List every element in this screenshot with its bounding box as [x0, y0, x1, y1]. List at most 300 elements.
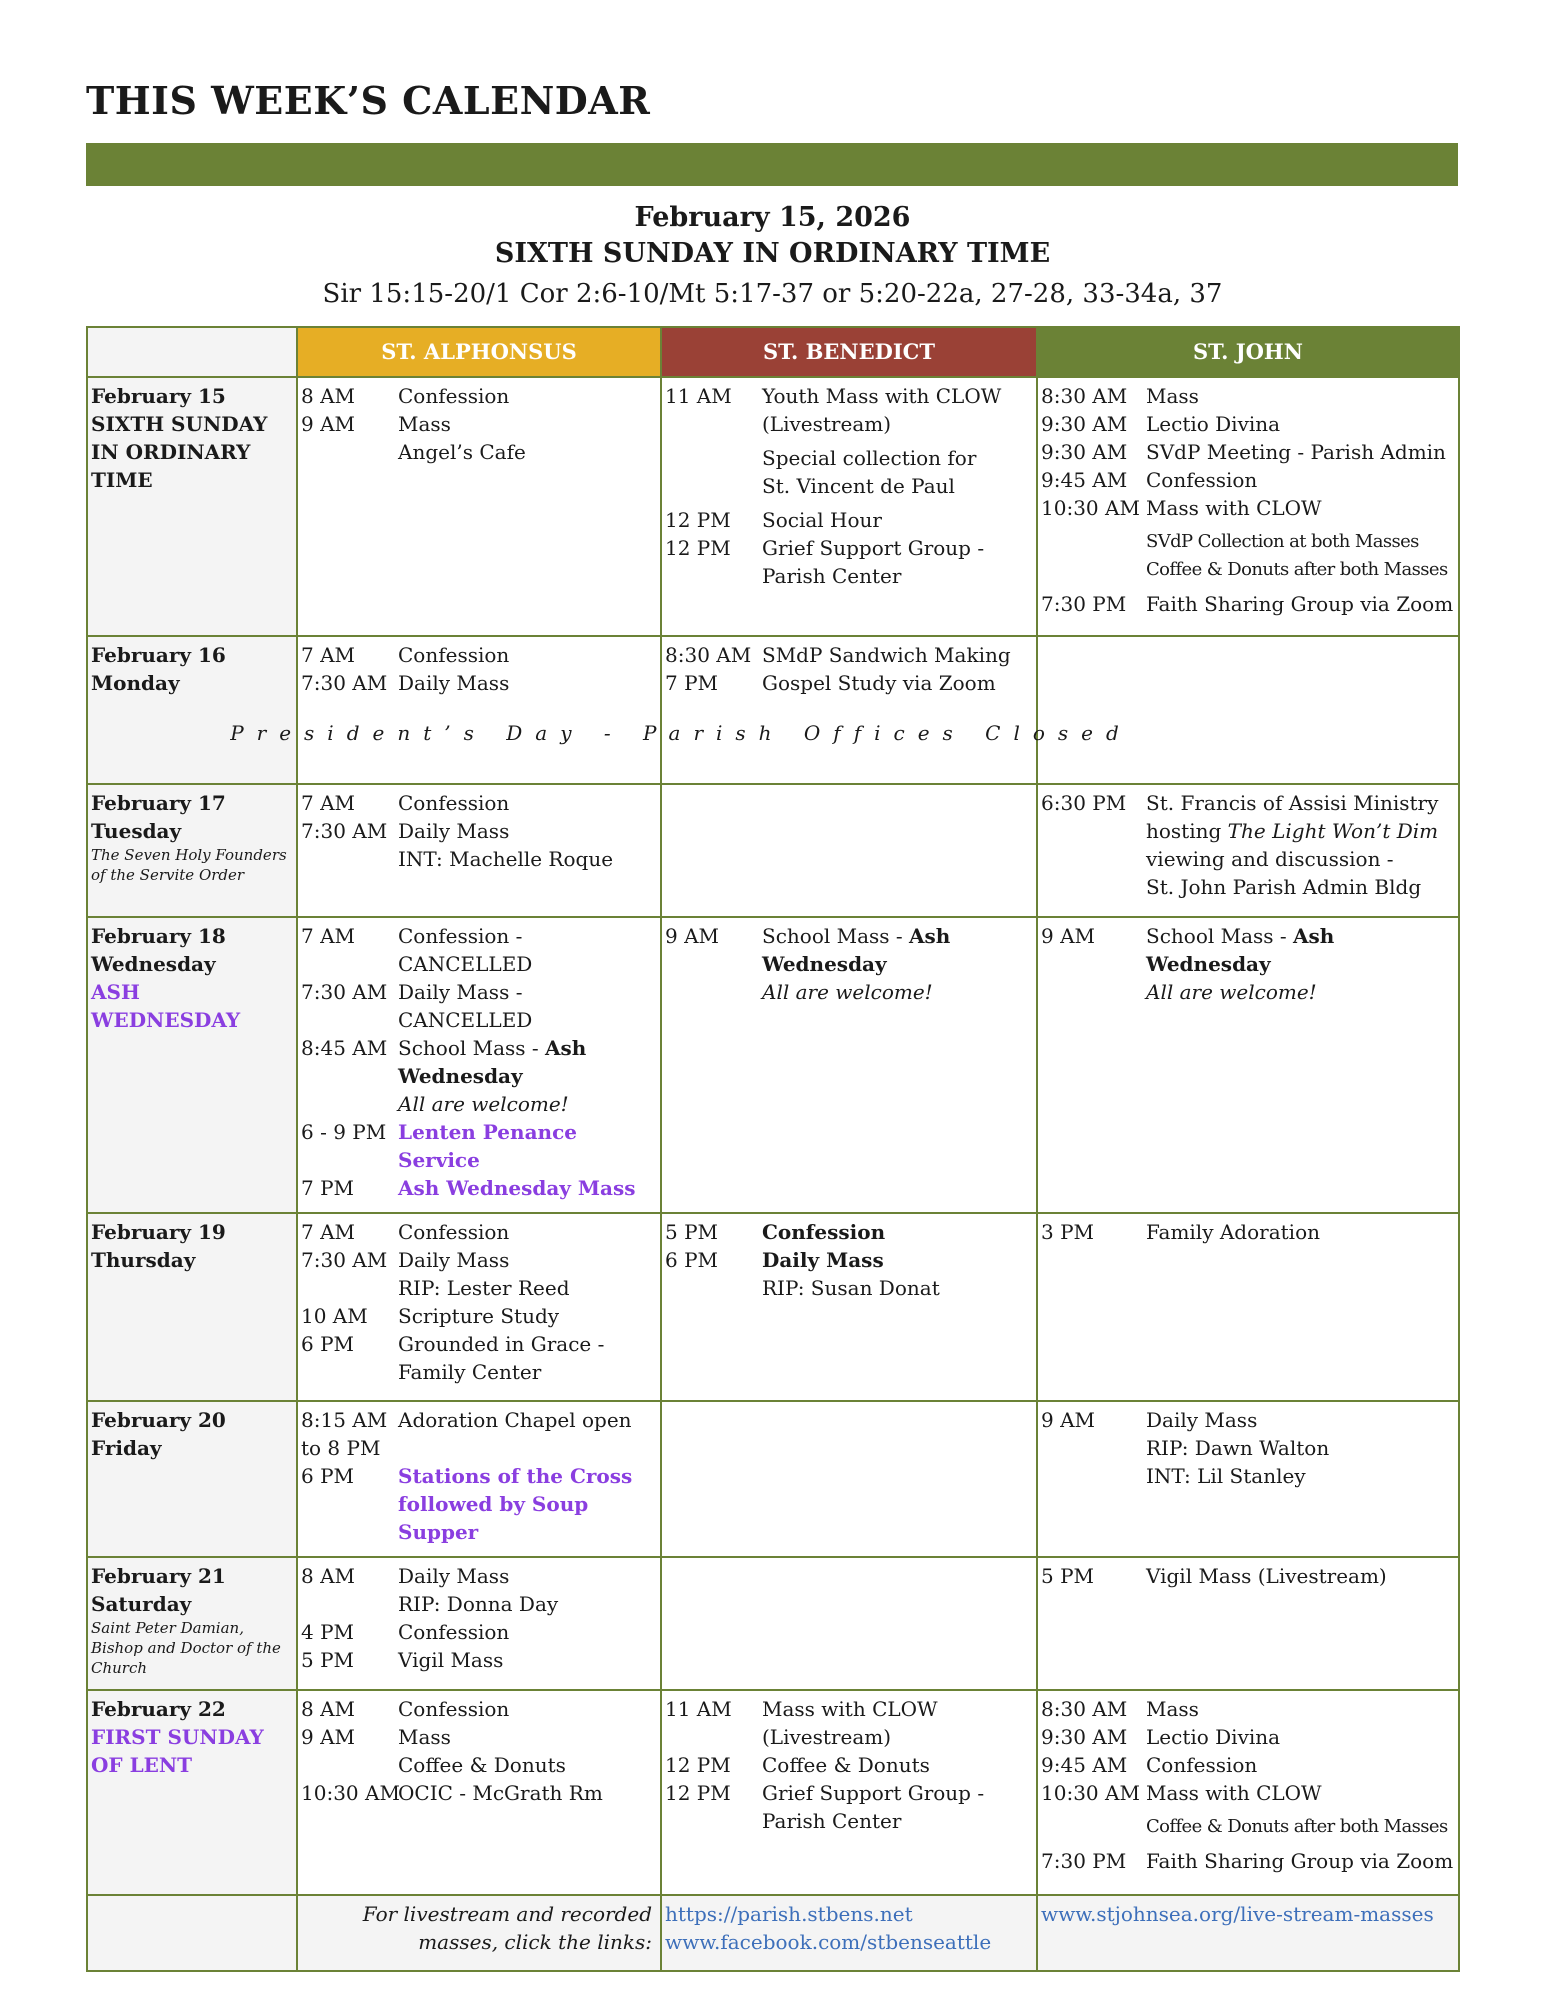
- day-row: [87, 636, 1459, 784]
- event-desc: Gospel Study via Zoom: [762, 671, 996, 695]
- event: [301, 1246, 658, 1274]
- event-desc: RIP: Susan Donat: [762, 1276, 940, 1300]
- column-header-row: [87, 327, 1459, 377]
- event-desc: CANCELLED: [398, 952, 533, 976]
- event-desc: OCIC - McGrath Rm: [398, 1781, 603, 1805]
- day-name: Saturday: [91, 1592, 192, 1616]
- event-desc: Daily Mass: [1146, 1408, 1258, 1432]
- event: [1041, 528, 1456, 556]
- event-time: 11 AM: [665, 384, 732, 408]
- event: [301, 1779, 658, 1807]
- event-desc: Lectio Divina: [1146, 412, 1281, 436]
- john-cell: [1037, 1213, 1459, 1401]
- event-time: 9 AM: [301, 412, 356, 436]
- event-desc: Coffee & Donuts: [398, 1753, 566, 1777]
- event-time: 7:30 AM: [301, 671, 388, 695]
- event: [301, 1118, 658, 1174]
- event: [665, 1807, 1034, 1835]
- event: [301, 1695, 658, 1723]
- event: [1041, 1406, 1456, 1434]
- event: [301, 641, 658, 669]
- event: [1041, 845, 1456, 873]
- event-time: 9 AM: [665, 924, 720, 948]
- event-desc: Daily Mass: [398, 819, 510, 843]
- event-time: to 8 PM: [301, 1436, 381, 1460]
- event-desc: Confession -: [398, 924, 523, 948]
- header-divider-bar: [86, 143, 1458, 186]
- event-desc: Wednesday: [398, 1064, 523, 1088]
- event: [301, 1723, 658, 1751]
- event: [301, 1302, 658, 1330]
- john-cell: [1037, 1690, 1459, 1895]
- event-desc-text: hosting: [1146, 819, 1222, 843]
- event: [301, 669, 658, 697]
- day-cell: [87, 636, 297, 784]
- day-name: Thursday: [91, 1248, 196, 1272]
- event-desc: Mass: [398, 1725, 451, 1749]
- event-time: 7:30 PM: [1041, 592, 1127, 616]
- john-cell: [1037, 1557, 1459, 1690]
- event-time: 10:30 AM: [301, 1781, 400, 1805]
- event: [301, 1330, 658, 1358]
- event-desc: Mass: [1146, 1697, 1199, 1721]
- calendar-table: [86, 326, 1460, 1972]
- event: [1041, 978, 1456, 1006]
- event: [301, 1590, 658, 1618]
- event-time: 7 PM: [301, 1176, 355, 1200]
- event: [301, 1034, 658, 1062]
- event-time: 9 AM: [301, 1725, 356, 1749]
- film-title: The Light Won’t Dim: [1227, 819, 1439, 843]
- event-desc: Mass with CLOW: [1146, 496, 1322, 520]
- event-desc: Daily Mass: [398, 1564, 510, 1588]
- event: [301, 382, 658, 410]
- event-time: 9:45 AM: [1041, 468, 1128, 492]
- event-time: 12 PM: [665, 1781, 731, 1805]
- event-desc: Wednesday: [762, 952, 887, 976]
- event-desc: SMdP Sandwich Making: [762, 643, 1011, 667]
- event-desc: Grounded in Grace -: [398, 1332, 605, 1356]
- event-desc: RIP: Dawn Walton: [1146, 1436, 1330, 1460]
- event: [665, 1723, 1034, 1751]
- event: [665, 472, 1034, 500]
- event: [1041, 382, 1456, 410]
- event-desc: Angel’s Cafe: [398, 440, 526, 464]
- event-desc-bold: Ash: [545, 1036, 587, 1060]
- event: [665, 562, 1034, 590]
- footer-blank-cell: [87, 1895, 297, 1971]
- event: [665, 950, 1034, 978]
- event: [1041, 410, 1456, 438]
- event-desc: Social Hour: [762, 508, 882, 532]
- alphonsus-cell: [297, 1690, 661, 1895]
- day-row: [87, 1690, 1459, 1895]
- event: [665, 978, 1034, 1006]
- event-note: All are welcome!: [762, 980, 933, 1004]
- day-date: February 17: [91, 791, 226, 815]
- event: [301, 789, 658, 817]
- event-desc: Stations of the Cross: [398, 1464, 633, 1488]
- day-row: [87, 377, 1459, 636]
- day-date: February 16: [91, 643, 226, 667]
- special-day-label: FIRST SUNDAY OF LENT: [91, 1725, 264, 1777]
- calendar-date: February 15, 2026: [634, 202, 911, 233]
- event-desc: Adoration Chapel open: [398, 1408, 632, 1432]
- event: [1041, 1218, 1456, 1246]
- event-time: 5 PM: [1041, 1564, 1095, 1588]
- event-time: 8:30 AM: [1041, 1697, 1128, 1721]
- footer-benedict-cell: [661, 1895, 1037, 1971]
- event-desc: Daily Mass: [398, 671, 510, 695]
- event-desc: Daily Mass: [762, 1248, 884, 1272]
- day-row: [87, 1401, 1459, 1557]
- alphonsus-cell: [297, 917, 661, 1213]
- footer-note-cell: [297, 1895, 661, 1971]
- stjohn-livestream-link[interactable]: www.stjohnsea.org/live-stream-masses: [1041, 1902, 1434, 1926]
- event-time: 8:30 AM: [665, 643, 752, 667]
- event-time: 9:30 AM: [1041, 1725, 1128, 1749]
- event: [1041, 1847, 1456, 1875]
- event-time: 8:45 AM: [301, 1036, 388, 1060]
- day-cell: [87, 1690, 297, 1895]
- event-desc: Grief Support Group -: [762, 1781, 985, 1805]
- event-time: 7:30 AM: [301, 980, 388, 1004]
- event: [301, 438, 658, 466]
- event-desc: viewing and discussion -: [1146, 847, 1394, 871]
- event: [301, 817, 658, 845]
- day-cell: [87, 784, 297, 917]
- event: [301, 922, 658, 950]
- event: [665, 1695, 1034, 1723]
- event-time: 9:45 AM: [1041, 1753, 1128, 1777]
- event-desc: Confession: [398, 791, 510, 815]
- event: [1041, 590, 1456, 618]
- event: [1041, 1723, 1456, 1751]
- event-desc: followed by Soup Supper: [398, 1492, 589, 1544]
- stbens-facebook-link[interactable]: www.facebook.com/stbenseattle: [665, 1930, 992, 1954]
- feast-name: Saint Peter Damian, Bishop and Doctor of the Church: [91, 1619, 281, 1677]
- event-desc: Scripture Study: [398, 1304, 560, 1328]
- event-time: 6 PM: [301, 1464, 355, 1488]
- event: [301, 978, 658, 1006]
- event-desc-bold: Ash: [909, 924, 951, 948]
- event-desc: Mass with CLOW: [1146, 1781, 1322, 1805]
- event-time: 4 PM: [301, 1620, 355, 1644]
- benedict-cell: [661, 636, 1037, 784]
- benedict-cell: [661, 1690, 1037, 1895]
- alphonsus-cell: [297, 1401, 661, 1557]
- event: [301, 1434, 658, 1462]
- event-desc: Confession: [398, 1220, 510, 1244]
- column-header-alphonsus: ST. ALPHONSUS: [297, 327, 661, 377]
- event: [665, 1779, 1034, 1807]
- liturgical-title: SIXTH SUNDAY IN ORDINARY TIME: [494, 238, 1051, 269]
- event: [301, 1490, 658, 1546]
- event-desc: St. Francis of Assisi Ministry: [1146, 791, 1439, 815]
- john-cell: [1037, 636, 1459, 784]
- event-desc-text: School Mass -: [398, 1036, 546, 1060]
- event-time: 6 PM: [301, 1332, 355, 1356]
- event-time: 7 AM: [301, 1220, 356, 1244]
- event-time: 7:30 AM: [301, 1248, 388, 1272]
- event: [665, 669, 1034, 697]
- event: [1041, 1779, 1456, 1807]
- event-time: 10 AM: [301, 1304, 368, 1328]
- event-desc: [1146, 922, 1456, 950]
- event-desc: RIP: Donna Day: [398, 1592, 559, 1616]
- event-desc-bold: Ash: [1293, 924, 1335, 948]
- event-desc: Vigil Mass (Livestream): [1146, 1564, 1387, 1588]
- event-time: 9 AM: [1041, 924, 1096, 948]
- day-row: [87, 1557, 1459, 1690]
- event-time: 12 PM: [665, 1753, 731, 1777]
- event-time: 8 AM: [301, 1697, 356, 1721]
- alphonsus-cell: [297, 377, 661, 636]
- event: [1041, 438, 1456, 466]
- day-name: Monday: [91, 671, 180, 695]
- event: [1041, 1695, 1456, 1723]
- alphonsus-cell: [297, 784, 661, 917]
- event-desc: Family Center: [398, 1360, 542, 1384]
- day-date: February 15: [91, 384, 226, 408]
- event: [1041, 873, 1456, 901]
- event-desc: Daily Mass -: [398, 980, 523, 1004]
- event-note: All are welcome!: [1146, 980, 1317, 1004]
- event-desc: Parish Center: [762, 564, 902, 588]
- event: [301, 1462, 658, 1490]
- column-header-benedict: ST. BENEDICT: [661, 327, 1037, 377]
- event-time: 7 AM: [301, 643, 356, 667]
- event-desc: Family Adoration: [1146, 1220, 1320, 1244]
- event: [301, 1062, 658, 1090]
- event-time: 5 PM: [301, 1648, 355, 1672]
- event-desc: Mass: [1146, 384, 1199, 408]
- event-desc: Confession: [1146, 468, 1258, 492]
- event-desc: St. John Parish Admin Bldg: [1146, 875, 1422, 899]
- event-desc: Confession: [762, 1220, 886, 1244]
- day-name: Friday: [91, 1436, 162, 1460]
- event: [665, 534, 1034, 562]
- event-desc: [762, 922, 1034, 950]
- john-cell: [1037, 377, 1459, 636]
- event-time: 6 - 9 PM: [301, 1120, 387, 1144]
- event-desc: Faith Sharing Group via Zoom: [1146, 592, 1454, 616]
- benedict-cell: [661, 784, 1037, 917]
- event-time: 12 PM: [665, 508, 731, 532]
- column-header-john: ST. JOHN: [1037, 327, 1459, 377]
- event-desc: Lectio Divina: [1146, 1725, 1281, 1749]
- event-note: All are welcome!: [398, 1092, 569, 1116]
- event-desc: (Livestream): [762, 412, 892, 436]
- event-desc: Mass: [398, 412, 451, 436]
- event-time: 10:30 AM: [1041, 496, 1140, 520]
- event: [1041, 1813, 1456, 1841]
- day-date: February 18: [91, 924, 226, 948]
- event-desc: CANCELLED: [398, 1008, 533, 1032]
- day-cell: [87, 917, 297, 1213]
- event: [1041, 1434, 1456, 1462]
- event: [301, 845, 658, 873]
- footer-row: [87, 1895, 1459, 1971]
- event-desc: (Livestream): [762, 1725, 892, 1749]
- footer-john-cell: [1037, 1895, 1459, 1971]
- event: [301, 1562, 658, 1590]
- event-desc: RIP: Lester Reed: [398, 1276, 570, 1300]
- benedict-cell: [661, 917, 1037, 1213]
- event-desc: SVdP Collection at both Masses: [1146, 531, 1419, 552]
- page-title: THIS WEEK’S CALENDAR: [86, 78, 651, 123]
- event: [665, 382, 1034, 410]
- alphonsus-cell: [297, 1557, 661, 1690]
- event-time: 11 AM: [665, 1697, 732, 1721]
- readings: Sir 15:15-20/1 Cor 2:6-10/Mt 5:17-37 or 5:20-22a, 27-28, 33-34a, 37: [322, 279, 1223, 309]
- event-desc: Youth Mass with CLOW: [762, 384, 1002, 408]
- event-time: 7 PM: [665, 671, 719, 695]
- event-desc: Coffee & Donuts: [762, 1753, 930, 1777]
- event-desc: Mass with CLOW: [762, 1697, 938, 1721]
- day-name: SIXTH SUNDAY IN ORDINARY TIME: [91, 412, 268, 492]
- benedict-cell: [661, 1213, 1037, 1401]
- event-desc: Confession: [398, 1620, 510, 1644]
- event: [665, 444, 1034, 472]
- event: [301, 1406, 658, 1434]
- event: [301, 1218, 658, 1246]
- event: [301, 1646, 658, 1674]
- event: [665, 506, 1034, 534]
- event-desc: Grief Support Group -: [762, 536, 985, 560]
- event: [1041, 466, 1456, 494]
- day-date: February 20: [91, 1408, 226, 1432]
- livestream-note-line1: For livestream and recorded: [362, 1902, 652, 1926]
- event: [301, 1751, 658, 1779]
- event-desc: INT: Machelle Roque: [398, 847, 614, 871]
- event: [1041, 1751, 1456, 1779]
- event-desc: SVdP Meeting - Parish Admin: [1146, 440, 1446, 464]
- day-name: Tuesday: [91, 819, 182, 843]
- john-cell: [1037, 784, 1459, 917]
- event-time: 6 PM: [665, 1248, 719, 1272]
- stbens-parish-link[interactable]: https://parish.stbens.net: [665, 1902, 913, 1926]
- event-desc: Coffee & Donuts after both Masses: [1146, 1816, 1448, 1837]
- event-desc: Parish Center: [762, 1809, 902, 1833]
- event-desc: Vigil Mass: [398, 1648, 504, 1672]
- event-time: 9:30 AM: [1041, 412, 1128, 436]
- john-cell: [1037, 917, 1459, 1213]
- event: [301, 1274, 658, 1302]
- event-time: 8 AM: [301, 384, 356, 408]
- special-day-label: ASH WEDNESDAY: [91, 980, 241, 1032]
- event: [301, 1618, 658, 1646]
- day-cell: [87, 1401, 297, 1557]
- event: [1041, 922, 1456, 950]
- event: [1041, 817, 1456, 845]
- event-time: 7 AM: [301, 924, 356, 948]
- event-time: 7:30 PM: [1041, 1849, 1127, 1873]
- event-time: 8:15 AM: [301, 1408, 388, 1432]
- day-date: February 21: [91, 1564, 226, 1588]
- event-desc-text: School Mass -: [762, 924, 910, 948]
- event-time: 12 PM: [665, 536, 731, 560]
- benedict-cell: [661, 1557, 1037, 1690]
- holiday-banner: President’s Day - Parish Offices Closed: [230, 721, 1132, 745]
- event-time: 7:30 AM: [301, 819, 388, 843]
- event-desc: Coffee & Donuts after both Masses: [1146, 559, 1448, 580]
- day-row: [87, 917, 1459, 1213]
- event: [665, 1218, 1034, 1246]
- event-time: 9 AM: [1041, 1408, 1096, 1432]
- alphonsus-cell: [297, 1213, 661, 1401]
- event-desc: Special collection for: [762, 446, 977, 470]
- event-desc: Confession: [398, 1697, 510, 1721]
- event-time: 3 PM: [1041, 1220, 1095, 1244]
- event-desc: Confession: [398, 643, 510, 667]
- day-row: [87, 1213, 1459, 1401]
- event-time: 8:30 AM: [1041, 384, 1128, 408]
- event-desc-text: School Mass -: [1146, 924, 1294, 948]
- event: [301, 1174, 658, 1202]
- event-desc: St. Vincent de Paul: [762, 474, 955, 498]
- event: [301, 1090, 658, 1118]
- event: [1041, 494, 1456, 522]
- event-desc: INT: Lil Stanley: [1146, 1464, 1306, 1488]
- event: [301, 950, 658, 978]
- event: [665, 1751, 1034, 1779]
- day-cell: [87, 1213, 297, 1401]
- event-time: 9:30 AM: [1041, 440, 1128, 464]
- event-desc: Lenten Penance Service: [398, 1120, 577, 1172]
- day-cell: [87, 377, 297, 636]
- event: [1041, 1562, 1456, 1590]
- john-cell: [1037, 1401, 1459, 1557]
- day-date: February 22: [91, 1697, 226, 1721]
- event: [665, 641, 1034, 669]
- event: [1041, 1462, 1456, 1490]
- event-time: 10:30 AM: [1041, 1781, 1140, 1805]
- day-date: February 19: [91, 1220, 226, 1244]
- event: [301, 1006, 658, 1034]
- event-time: 7 AM: [301, 791, 356, 815]
- event-desc: [398, 1034, 658, 1062]
- benedict-cell: [661, 377, 1037, 636]
- event-desc: Faith Sharing Group via Zoom: [1146, 1849, 1454, 1873]
- event-time: 5 PM: [665, 1220, 719, 1244]
- event: [1041, 789, 1456, 817]
- feast-name: The Seven Holy Founders of the Servite Order: [91, 846, 287, 884]
- event: [665, 1246, 1034, 1274]
- event-desc: Daily Mass: [398, 1248, 510, 1272]
- day-name: Wednesday: [91, 952, 216, 976]
- event-time: 6:30 PM: [1041, 791, 1127, 815]
- event: [301, 1358, 658, 1386]
- day-row: [87, 784, 1459, 917]
- event-time: 8 AM: [301, 1564, 356, 1588]
- benedict-cell: [661, 1401, 1037, 1557]
- event-desc: Ash Wednesday Mass: [398, 1176, 636, 1200]
- event-desc: Confession: [398, 384, 510, 408]
- event-desc: Wednesday: [1146, 952, 1271, 976]
- event: [1041, 556, 1456, 584]
- event: [665, 410, 1034, 438]
- day-cell: [87, 1557, 297, 1690]
- event-desc: [1146, 817, 1456, 845]
- blank-header-cell: [87, 327, 297, 377]
- event: [301, 410, 658, 438]
- event: [665, 1274, 1034, 1302]
- event: [665, 922, 1034, 950]
- livestream-note-line2: masses, click the links:: [418, 1930, 652, 1954]
- event-desc: Confession: [1146, 1753, 1258, 1777]
- event: [1041, 950, 1456, 978]
